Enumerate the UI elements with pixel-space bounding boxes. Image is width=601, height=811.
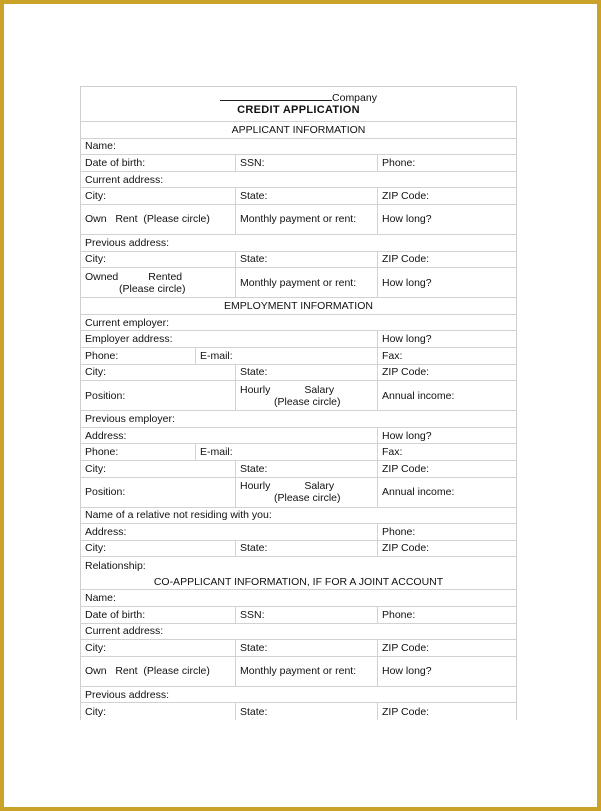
applicant-previous-address-row[interactable] (81, 235, 516, 252)
applicant-owned-rented-field[interactable] (81, 268, 235, 297)
relative-name-label: Name of a relative not residing with you: (85, 509, 272, 522)
relative-phone-field[interactable]: Phone: (377, 524, 516, 540)
applicant-prev-state-field[interactable]: State: (235, 252, 377, 268)
applicant-prev-zip-field[interactable]: ZIP Code: (377, 252, 516, 268)
employer-state-field[interactable]: State: (235, 365, 377, 381)
previous-employer-row[interactable] (81, 411, 516, 428)
applicant-prev-city-field[interactable]: City: (85, 253, 106, 266)
prev-employer-state-field[interactable]: State: (235, 461, 377, 477)
employer-pay-type-field[interactable] (235, 381, 377, 410)
section-applicant (81, 122, 516, 139)
form-title: CREDIT APPLICATION (237, 104, 360, 116)
prev-employer-how-long-field[interactable]: How long? (377, 428, 516, 444)
company-suffix: Company (332, 92, 377, 104)
applicant-how-long-field[interactable]: How long? (377, 205, 516, 234)
applicant-name-label: Name: (85, 140, 116, 153)
applicant-dob-row (81, 155, 516, 172)
relative-address-field[interactable]: Address: (85, 525, 127, 538)
coapplicant-current-address-row[interactable] (81, 624, 516, 641)
applicant-prev-how-long-field[interactable]: How long? (377, 268, 516, 297)
owned-option[interactable]: Owned (85, 270, 119, 283)
employer-city-row (81, 365, 516, 382)
applicant-prev-residence-row (81, 268, 516, 298)
relationship-row[interactable] (81, 557, 516, 574)
relative-zip-field[interactable]: ZIP Code: (377, 541, 516, 557)
employer-annual-income-field[interactable]: Annual income: (377, 381, 516, 410)
coapplicant-prev-city-field[interactable]: City: (85, 705, 106, 718)
relationship-label: Relationship: (85, 559, 146, 572)
coapplicant-residence-row (81, 657, 516, 687)
employer-phone-field[interactable]: Phone: (85, 349, 119, 362)
applicant-phone-field[interactable]: Phone: (377, 155, 516, 171)
coapplicant-previous-address-label: Previous address: (85, 688, 170, 701)
applicant-prev-monthly-payment-field[interactable]: Monthly payment or rent: (235, 268, 377, 297)
applicant-city-field[interactable]: City: (85, 190, 106, 203)
section-employment (81, 298, 516, 315)
company-line (81, 90, 516, 104)
applicant-prev-city-row (81, 252, 516, 269)
relative-name-row[interactable] (81, 508, 516, 525)
employer-position-field[interactable]: Position: (85, 389, 126, 402)
applicant-name-row[interactable] (81, 139, 516, 156)
prev-employer-position-row (81, 478, 516, 508)
pay-please-circle-note: (Please circle) (274, 395, 341, 408)
prev-employer-phone-field[interactable]: Phone: (85, 446, 119, 459)
prev-employer-annual-income-field[interactable]: Annual income: (377, 478, 516, 507)
please-circle-note: (Please circle) (119, 282, 186, 295)
prev-salary-option[interactable]: Salary (304, 480, 335, 492)
coapplicant-dob-field[interactable]: Date of birth: (85, 608, 146, 621)
coapplicant-previous-address-row[interactable] (81, 687, 516, 704)
coapplicant-city-field[interactable]: City: (85, 642, 106, 655)
coapplicant-own-rent-field[interactable]: Own Rent (Please circle) (85, 665, 210, 678)
relative-city-row (81, 541, 516, 558)
prev-employer-contact-row (81, 444, 516, 461)
prev-employer-pay-type-field[interactable] (235, 478, 377, 507)
coapplicant-monthly-payment-field[interactable]: Monthly payment or rent: (235, 657, 377, 686)
coapplicant-phone-field[interactable]: Phone: (377, 607, 516, 623)
employer-position-row (81, 381, 516, 411)
employer-zip-field[interactable]: ZIP Code: (377, 365, 516, 381)
prev-hourly-option[interactable]: Hourly (240, 480, 271, 492)
applicant-state-field[interactable]: State: (235, 188, 377, 204)
coapplicant-name-row[interactable] (81, 590, 516, 607)
applicant-zip-field[interactable]: ZIP Code: (377, 188, 516, 204)
rented-option[interactable]: Rented (148, 270, 183, 283)
coapplicant-prev-state-field[interactable]: State: (235, 703, 377, 720)
previous-employer-label: Previous employer: (85, 412, 175, 425)
employer-address-row (81, 331, 516, 348)
current-employer-label: Current employer: (85, 316, 170, 329)
prev-employer-email-field[interactable]: E-mail: (195, 444, 377, 460)
coapplicant-current-address-label: Current address: (85, 625, 164, 638)
applicant-monthly-payment-field[interactable]: Monthly payment or rent: (235, 205, 377, 234)
prev-employer-zip-field[interactable]: ZIP Code: (377, 461, 516, 477)
coapplicant-zip-field[interactable]: ZIP Code: (377, 640, 516, 656)
coapplicant-prev-zip-field[interactable]: ZIP Code: (377, 703, 516, 720)
coapplicant-prev-city-row (81, 703, 516, 720)
prev-pay-please-circle-note: (Please circle) (274, 492, 341, 504)
prev-employer-address-row (81, 428, 516, 445)
coapplicant-state-field[interactable]: State: (235, 640, 377, 656)
coapplicant-city-row (81, 640, 516, 657)
applicant-dob-field[interactable]: Date of birth: (85, 156, 146, 169)
employer-city-field[interactable]: City: (85, 366, 106, 379)
prev-employer-city-row (81, 461, 516, 478)
salary-option[interactable]: Salary (304, 383, 335, 396)
current-employer-row[interactable] (81, 315, 516, 332)
section-title-employment: EMPLOYMENT INFORMATION (224, 299, 373, 312)
relative-address-row (81, 524, 516, 541)
section-title-coapplicant: CO-APPLICANT INFORMATION, IF FOR A JOINT ACCOUNT (153, 575, 444, 588)
coapplicant-name-label: Name: (85, 592, 116, 605)
coapplicant-dob-row (81, 607, 516, 624)
credit-application-form (80, 86, 517, 720)
hourly-option[interactable]: Hourly (240, 383, 271, 396)
section-coapplicant (81, 574, 516, 591)
applicant-own-rent-field[interactable]: Own Rent (Please circle) (85, 213, 210, 226)
employer-how-long-field[interactable]: How long? (377, 331, 516, 347)
employer-contact-row (81, 348, 516, 365)
applicant-current-address-row[interactable] (81, 172, 516, 189)
company-blank[interactable] (220, 90, 332, 101)
employer-fax-field[interactable]: Fax: (377, 348, 516, 364)
form-header (81, 87, 516, 122)
prev-employer-fax-field[interactable]: Fax: (377, 444, 516, 460)
prev-employer-position-field[interactable]: Position: (85, 486, 126, 498)
relative-state-field[interactable]: State: (235, 541, 377, 557)
applicant-previous-address-label: Previous address: (85, 236, 170, 249)
applicant-current-address-label: Current address: (85, 173, 164, 186)
prev-employer-city-field[interactable]: City: (85, 462, 106, 475)
applicant-residence-row (81, 205, 516, 235)
employer-email-field[interactable]: E-mail: (195, 348, 377, 364)
coapplicant-ssn-field[interactable]: SSN: (235, 607, 377, 623)
applicant-ssn-field[interactable]: SSN: (235, 155, 377, 171)
relative-city-field[interactable]: City: (85, 542, 106, 555)
coapplicant-how-long-field[interactable]: How long? (377, 657, 516, 686)
section-title-applicant: APPLICANT INFORMATION (231, 123, 366, 136)
applicant-city-row (81, 188, 516, 205)
prev-employer-address-field[interactable]: Address: (85, 429, 127, 442)
employer-address-field[interactable]: Employer address: (85, 333, 173, 346)
